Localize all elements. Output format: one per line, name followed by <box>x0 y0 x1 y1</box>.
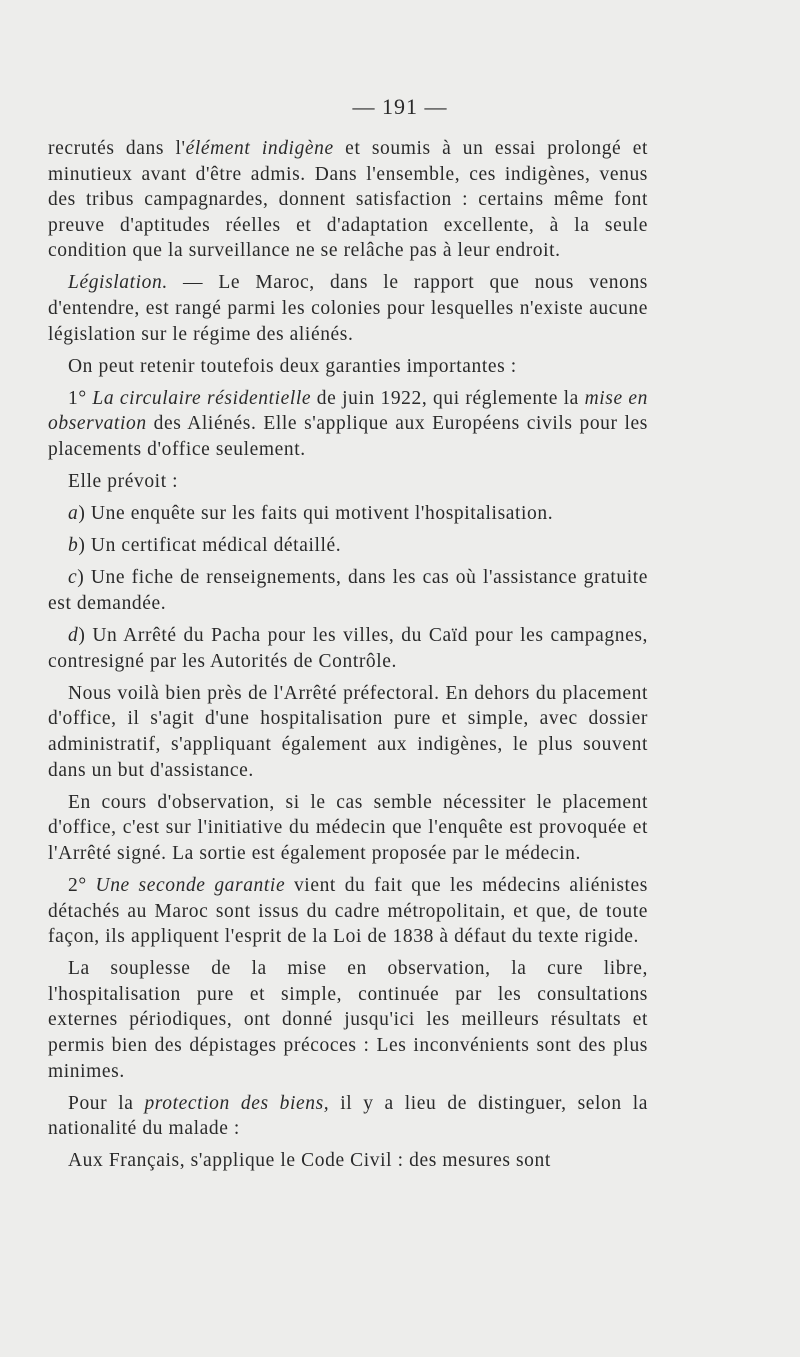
paragraph: Nous voilà bien près de l'Arrêté préfectoral. En dehors du placement d'office, il s'agit d'une hospitalisation pure et simple, avec dossier administratif, s'appliquant également aux indigènes, le plus souvent dans un but d'assistance. <box>48 682 648 781</box>
paragraph: On peut retenir toutefois deux garanties importantes : <box>68 355 517 377</box>
page-number: — 191 — <box>352 94 448 119</box>
list-item: c) Une fiche de renseignements, dans les cas où l'assistance gratuite est demandée. <box>48 567 648 614</box>
paragraph: Elle prévoit : <box>68 471 179 493</box>
paragraph: 2° Une seconde garantie vient du fait que les médecins aliénistes détachés au Maroc sont issus du cadre métropolitain, et que, de toute façon, ils appliquent l'esprit de la Loi de 1838 à défaut du texte rigide. <box>48 874 648 948</box>
list-item: b) Un certificat médical détaillé. <box>68 535 342 557</box>
paragraph: 1° La circulaire résidentielle de juin 1922, qui réglemente la mise en observation des Aliénés. Elle s'applique aux Européens civils pour les placements d'office seulement. <box>48 387 648 461</box>
list-item: d) Un Arrêté du Pacha pour les villes, du Caïd pour les campagnes, contresigné par les Autorités de Contrôle. <box>48 625 648 672</box>
paragraph: En cours d'observation, si le cas semble nécessiter le placement d'office, c'est sur l'initiative du médecin que l'enquête est provoquée et l'Arrêté signé. La sortie est également proposée par le médecin. <box>48 791 648 864</box>
paragraph: Pour la protection des biens, il y a lieu de distinguer, selon la nationalité du malade : <box>48 1092 648 1140</box>
paragraph: La souplesse de la mise en observation, la cure libre, l'hospitalisation pure et simple, continuée par les consultations externes périodiques, ont donné jusqu'ici les meilleurs résultats et permis bien des dépistages précoces : Les inconvénients sont des plus minimes. <box>48 958 648 1082</box>
list-item: a) Une enquête sur les faits qui motivent l'hospitalisation. <box>68 503 554 525</box>
paragraph: Aux Français, s'applique le Code Civil : des mesures sont <box>68 1150 551 1172</box>
paragraph: Législation. — Le Maroc, dans le rapport que nous venons d'entendre, est rangé parmi les colonies pour lesquelles n'existe aucune législation sur le régime des aliénés. <box>48 272 648 345</box>
body-text <box>48 136 648 1180</box>
paragraph: recrutés dans l'élément indigène et soumis à un essai prolongé et minutieux avant d'être admis. Dans l'ensemble, ces indigènes, venus des tribus campagnardes, donnent satisfaction : certains même font preuve d'aptitudes réelles et d'adaptation excellente, à la seule condition que la surveillance ne se relâche pas à leur endroit. <box>48 138 648 262</box>
